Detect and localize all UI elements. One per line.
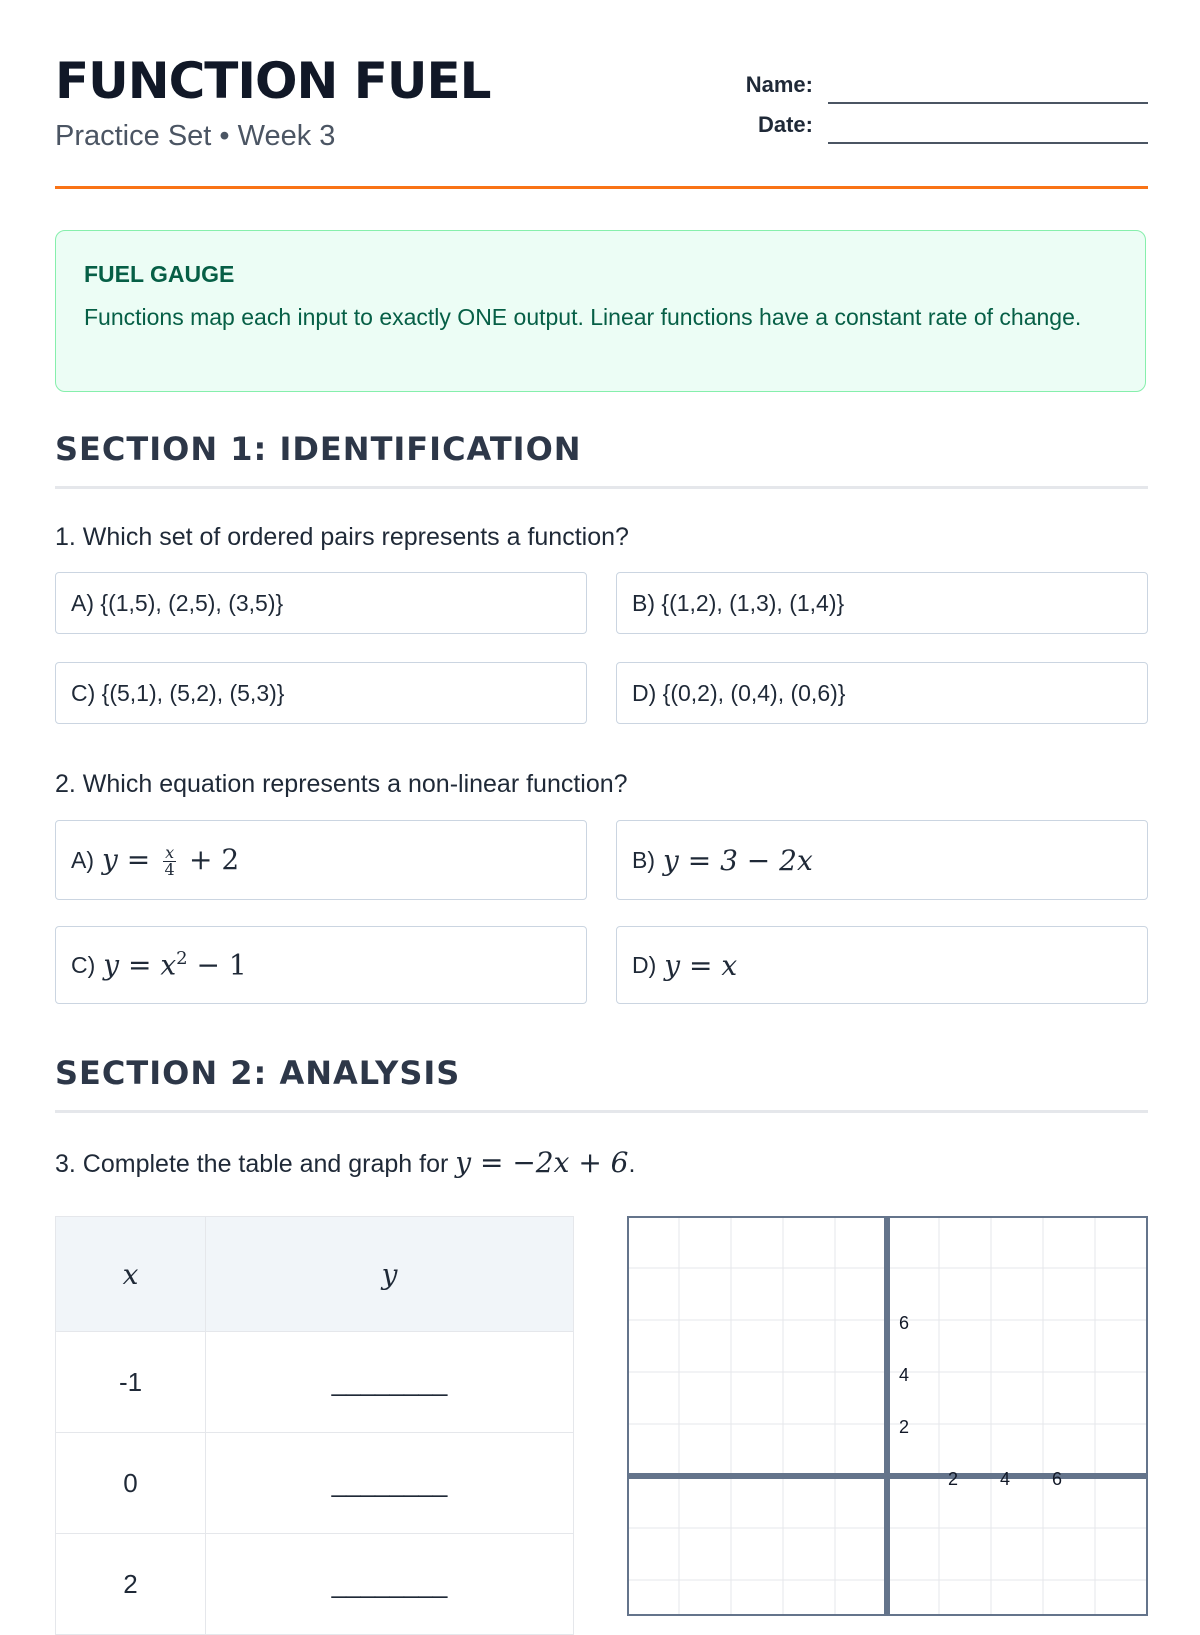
- x-tick-label: 4: [1000, 1469, 1011, 1489]
- q1-choice-b[interactable]: B) {(1,2), (1,3), (1,4)}: [616, 572, 1148, 634]
- x-tick-label: 6: [1052, 1469, 1063, 1489]
- question-3-equation: y = −2x + 6: [455, 1146, 629, 1179]
- question-3-text: 3. Complete the table and graph for: [55, 1150, 456, 1178]
- name-blank-line[interactable]: [828, 102, 1148, 104]
- callout-title: FUEL GAUGE: [84, 261, 235, 287]
- section-1-divider: [55, 486, 1148, 489]
- q2-choice-c-letter: C): [71, 951, 96, 978]
- name-label: Name:: [745, 72, 813, 97]
- name-field: [695, 72, 1148, 112]
- question-1: 1. Which set of ordered pairs represents a function?: [55, 523, 629, 551]
- y-tick-label: 2: [899, 1417, 910, 1437]
- eq-a-numerator: x: [165, 842, 175, 862]
- question-3: [55, 1146, 635, 1179]
- table-row: [56, 1332, 574, 1433]
- fuel-gauge-callout: [55, 230, 1146, 392]
- date-blank-line[interactable]: [828, 142, 1148, 144]
- q2-choice-c-equation: [103, 948, 246, 981]
- eq-c-tail: − 1: [187, 948, 247, 982]
- q2-choice-b-letter: B): [632, 846, 655, 873]
- eq-c-exponent: 2: [176, 948, 188, 970]
- x-tick-label: 2: [948, 1469, 959, 1489]
- table-header-x: x: [56, 1217, 206, 1332]
- q2-choice-d[interactable]: [616, 926, 1148, 1004]
- table-header-y: y: [206, 1217, 574, 1332]
- date-label: Date:: [757, 112, 813, 137]
- y-tick-label: 6: [899, 1313, 910, 1333]
- eq-c-base: y = x: [103, 948, 177, 982]
- eq-a-denominator: 4: [164, 859, 175, 879]
- worksheet-header: [55, 0, 1148, 192]
- table-cell-x: 2: [56, 1534, 206, 1635]
- q2-choice-d-letter: D): [632, 951, 657, 978]
- header-divider: [55, 186, 1148, 189]
- table-cell-y-blank[interactable]: ________: [206, 1332, 574, 1433]
- q2-choice-b[interactable]: [616, 820, 1148, 900]
- coordinate-grid[interactable]: [627, 1216, 1148, 1616]
- section-2-title: SECTION 2: ANALYSIS: [55, 1054, 461, 1092]
- q2-choice-d-equation: y = x: [664, 948, 738, 982]
- table-row: [56, 1433, 574, 1534]
- eq-a-lhs: y =: [102, 842, 160, 876]
- q1-choice-a[interactable]: A) {(1,5), (2,5), (3,5)}: [55, 572, 587, 634]
- q2-choice-a-equation: [102, 843, 239, 878]
- section-2-divider: [55, 1110, 1148, 1113]
- q2-choice-b-equation: y = 3 − 2x: [663, 843, 813, 877]
- table-cell-x: -1: [56, 1332, 206, 1433]
- xy-table: [55, 1216, 574, 1635]
- y-tick-label: 4: [899, 1365, 910, 1385]
- table-row: [56, 1534, 574, 1635]
- table-cell-y-blank[interactable]: ________: [206, 1433, 574, 1534]
- q1-choice-d[interactable]: D) {(0,2), (0,4), (0,6)}: [616, 662, 1148, 724]
- eq-a-fraction: [163, 842, 176, 879]
- section-1-title: SECTION 1: IDENTIFICATION: [55, 430, 582, 468]
- q2-choice-a-letter: A): [71, 846, 94, 873]
- worksheet-title: FUNCTION FUEL: [55, 52, 491, 110]
- table-cell-y-blank[interactable]: ________: [206, 1534, 574, 1635]
- question-2: 2. Which equation represents a non-linear function?: [55, 770, 628, 798]
- table-header-row: [56, 1217, 574, 1332]
- q2-choice-c[interactable]: [55, 926, 587, 1004]
- eq-a-tail: + 2: [180, 842, 240, 876]
- question-3-end: .: [628, 1150, 636, 1178]
- q1-choice-c[interactable]: C) {(5,1), (5,2), (5,3)}: [55, 662, 587, 724]
- worksheet-page: [55, 0, 1148, 1599]
- callout-text: Functions map each input to exactly ONE output. Linear functions have a constant rate of change.: [84, 304, 1082, 330]
- table-cell-x: 0: [56, 1433, 206, 1534]
- date-field: [695, 112, 1148, 152]
- q2-choice-a[interactable]: [55, 820, 587, 900]
- worksheet-subtitle: Practice Set • Week 3: [55, 120, 336, 152]
